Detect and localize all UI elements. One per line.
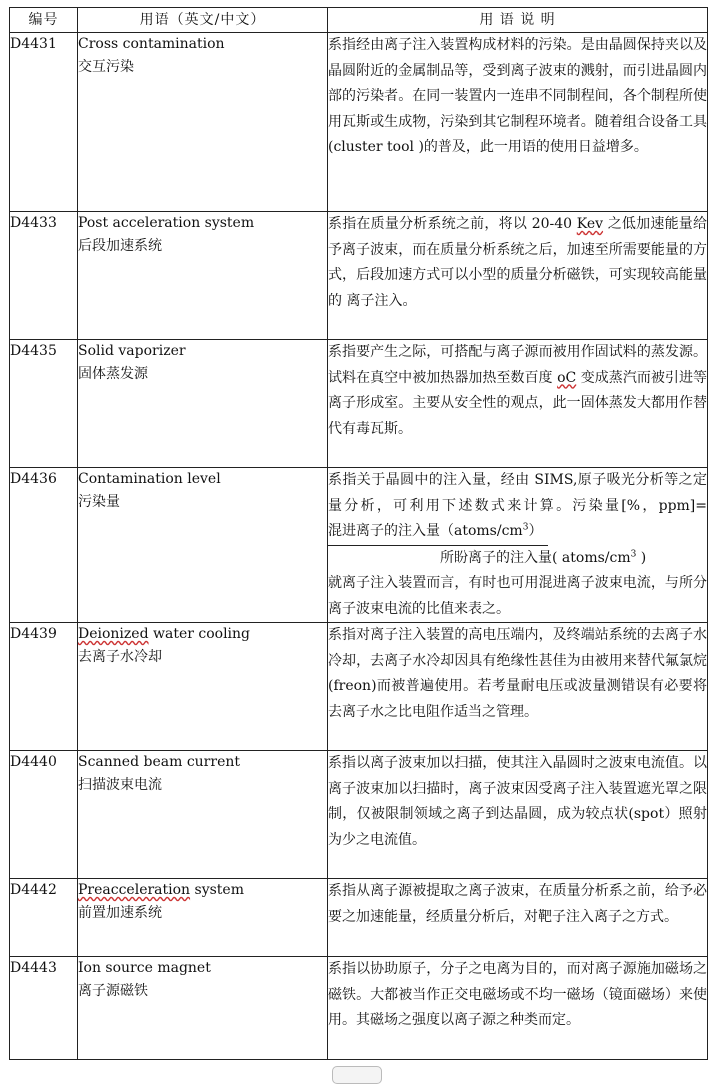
term-code: D4435 (10, 340, 78, 468)
table-row (10, 212, 708, 340)
term-chinese: 固体蒸发源 (78, 366, 148, 382)
spellcheck-word: Deionized (78, 626, 149, 642)
glossary-table (9, 7, 708, 1060)
description-text: 变成蒸汽而被引进等离子形成室。主要从安全性的观点，此一固体蒸发大都用作替代有毒瓦斯。 (328, 369, 707, 437)
term-chinese: 交互污染 (78, 59, 134, 75)
term-chinese: 污染量 (78, 494, 120, 510)
formula-denominator (328, 546, 707, 572)
term-cell (78, 879, 328, 957)
term-english-rest: system (190, 882, 244, 898)
term-code: D4443 (10, 957, 78, 1060)
table-row (10, 340, 708, 468)
term-english: Ion source magnet (78, 960, 211, 976)
term-chinese: 后段加速系统 (78, 238, 162, 254)
formula-numerator-text: 混进离子的注入量（atoms/cm (328, 523, 523, 539)
term-english (78, 623, 327, 646)
term-cell (78, 751, 328, 879)
description-text: 系指关于晶圆中的注入量，经由 SIMS,原子吸光分析等之定量分析，可利用下述数式来计算。污染量[%，ppm]= (328, 472, 707, 514)
header-term: 用语（英文/中文） (78, 8, 328, 33)
term-code: D4440 (10, 751, 78, 879)
table-row (10, 957, 708, 1060)
term-code: D4439 (10, 623, 78, 751)
term-cell (78, 212, 328, 340)
description-text: 就离子注入装置而言，有时也可用混进离子波束电流，与所分离子波束电流的比值来表之。 (328, 575, 707, 617)
table-row (10, 623, 708, 751)
header-description: 用 语 说 明 (328, 8, 708, 33)
formula-denominator-text: 所盼离子的注入量( atoms/cm (440, 549, 631, 566)
scroll-handle[interactable] (332, 1066, 382, 1084)
description-text: 之低加速能量给予离子波束，而在质量分析系统之后，加速至所需要能量的方式，后段加速方式可以小型的质量分析磁铁，可实现较高能量的 离子注入。 (328, 216, 708, 309)
term-english (78, 879, 327, 902)
term-description: 系指以离子波束加以扫描，使其注入晶圆时之波束电流值。以离子波束加以扫描时，离子波束因受离子注入装置遮光罩之限制，仅被限制领域之离子到达晶圆，成为较点状(spot）照射为少之电流值。 (328, 751, 708, 879)
term-description (328, 212, 708, 340)
term-description: 系指以协助原子，分子之电离为目的，而对离子源施加磁场之磁铁。大都被当作正交电磁场或不均一磁场（镜面磁场）来使用。其磁场之强度以离子源之种类而定。 (328, 957, 708, 1060)
term-description (328, 468, 708, 623)
formula-denominator-exponent: 3 (630, 548, 637, 559)
formula-denominator-close: ) (636, 549, 647, 566)
term-code: D4431 (10, 33, 78, 212)
term-description: 系指从离子源被提取之离子波束，在质量分析系之前，给予必要之加速能量，经质量分析后，对靶子注入离子之方式。 (328, 879, 708, 957)
term-code: D4433 (10, 212, 78, 340)
table-row (10, 468, 708, 623)
term-english: Contamination level (78, 471, 221, 487)
term-english-rest: water cooling (148, 626, 251, 642)
description-text: 系指在质量分析系统之前，将以 20-40 (328, 216, 577, 232)
term-english: Cross contamination (78, 36, 225, 52)
table-header-row (10, 8, 708, 33)
term-cell (78, 468, 328, 623)
formula-numerator-exponent: 3 (522, 522, 529, 533)
description-text: 系指要产生之际，可搭配与离子源而被用作固试料的蒸发源。试料在真空中被加热器加热至数百度 (328, 344, 707, 386)
table-row (10, 879, 708, 957)
term-english: Post acceleration system (78, 215, 255, 231)
term-chinese: 去离子水冷却 (78, 649, 162, 665)
spellcheck-word: Preacceleration (78, 882, 191, 898)
term-cell (78, 623, 328, 751)
term-chinese: 扫描波束电流 (78, 777, 162, 793)
formula-numerator (328, 519, 548, 546)
term-chinese: 离子源磁铁 (78, 983, 148, 999)
term-cell (78, 340, 328, 468)
table-row (10, 33, 708, 212)
spellcheck-word: oC (557, 369, 577, 386)
table-row (10, 751, 708, 879)
term-description: 系指经由离子注入装置构成材料的污染。是由晶圆保持夹以及晶圆附近的金属制品等，受到离子波束的溅射，而引进晶圆内部的污染者。在同一装置内一连串不同制程间，各个制程所使用瓦斯或生成物，污染到其它制程环境者。随着组合设备工具(cluster tool )的普及，此一用语的使用日益增多。 (328, 33, 708, 212)
term-code: D4436 (10, 468, 78, 623)
term-chinese: 前置加速系统 (78, 905, 162, 921)
spellcheck-word: Kev (576, 216, 604, 232)
term-code: D4442 (10, 879, 78, 957)
formula-numerator-close: ） (528, 523, 543, 539)
term-english: Solid vaporizer (78, 343, 186, 359)
term-cell (78, 957, 328, 1060)
header-code: 编号 (10, 8, 78, 33)
term-english: Scanned beam current (78, 754, 240, 770)
term-description: 系指对离子注入装置的高电压端内，及终端站系统的去离子水冷却，去离子水冷却因具有绝缘性甚佳为由被用来替代氟氯烷(freon)而被普遍使用。若考量耐电压或波量测错误有必要将去离子水之比电阻作适当之管理。 (328, 623, 708, 751)
term-description (328, 340, 708, 468)
term-cell (78, 33, 328, 212)
